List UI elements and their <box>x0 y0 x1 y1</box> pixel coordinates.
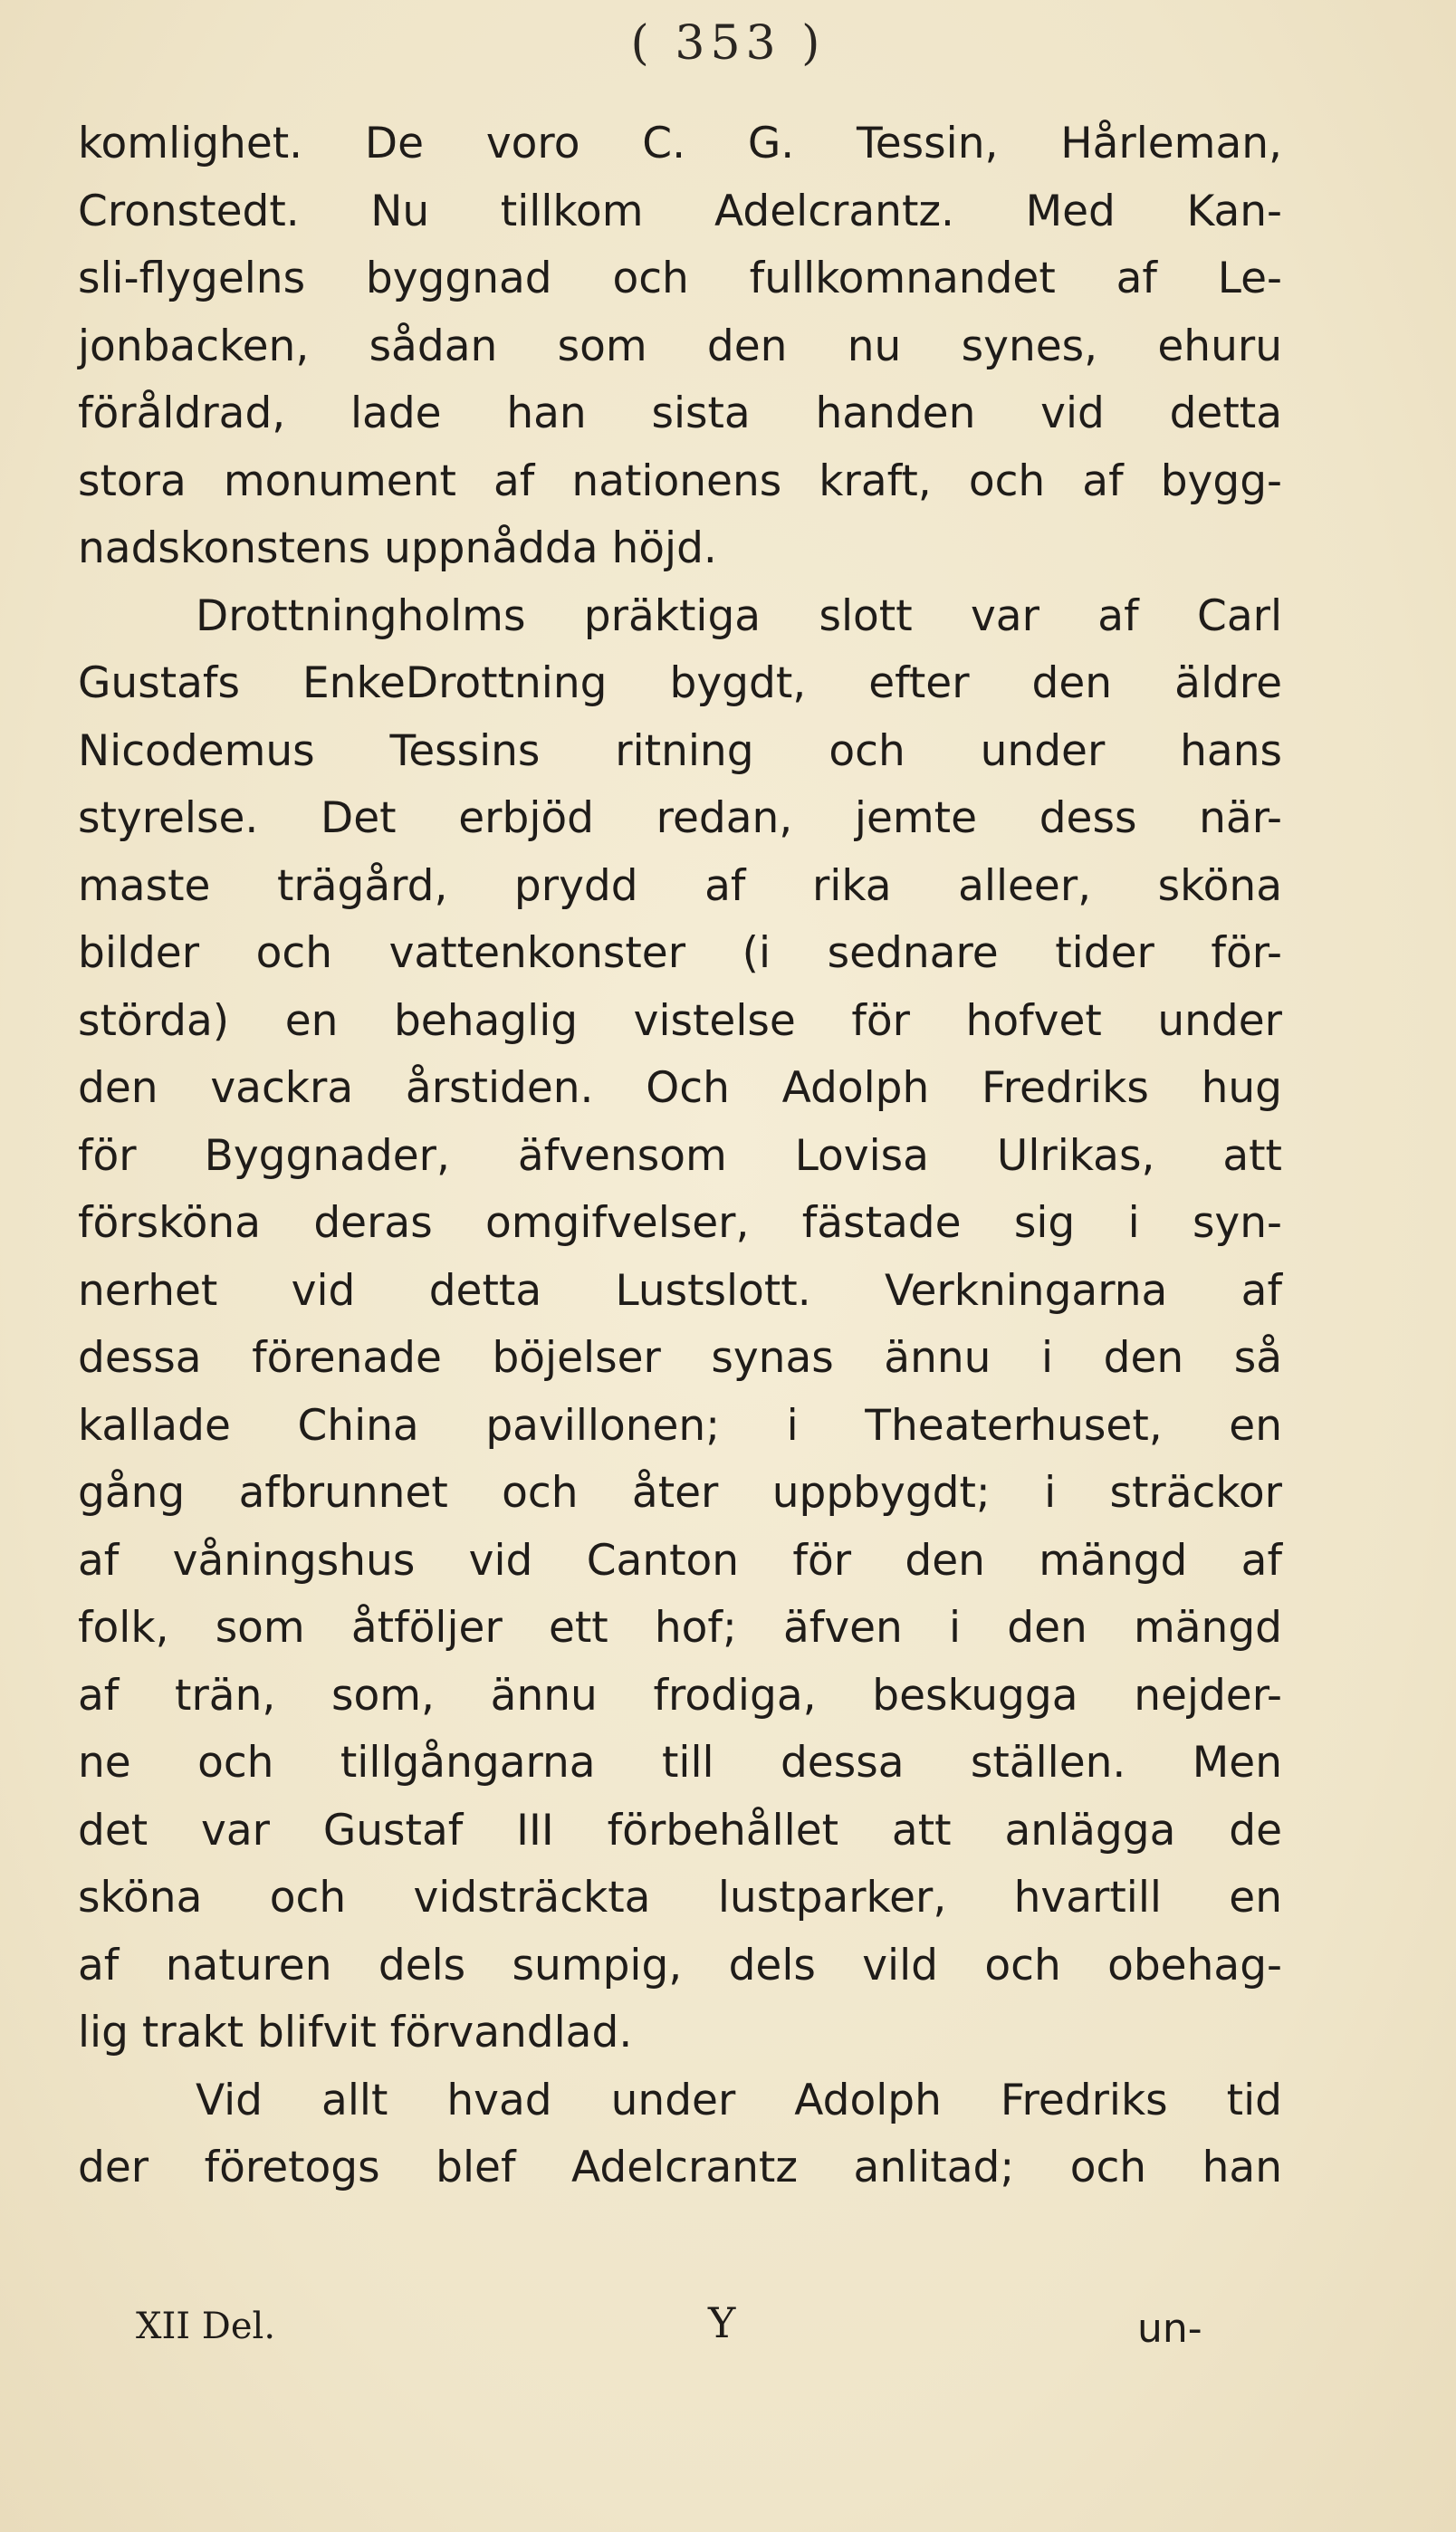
paragraph <box>78 2067 1282 2202</box>
text-line: styrelse. Det erbjöd redan, jemte dess när- <box>78 793 1282 843</box>
text-line: lig trakt blifvit förvandlad. <box>78 2008 633 2057</box>
text-line: Vid allt hvad under Adolph Fredriks tid <box>196 2075 1282 2125</box>
text-line: ne och tillgångarna till dessa ställen. Men <box>78 1738 1282 1788</box>
text-line: nadskonstens uppnådda höjd. <box>78 523 717 573</box>
volume-mark: XII Del. <box>136 2306 276 2347</box>
catchword: un- <box>1137 2306 1202 2352</box>
signature-mark: Y <box>708 2298 736 2347</box>
text-line: gång afbrunnet och åter uppbygdt; i sträckor <box>78 1468 1282 1518</box>
text-line: stora monument af nationens kraft, och af bygg- <box>78 456 1282 506</box>
paragraph <box>78 110 1282 583</box>
text-line: sli-flygelns byggnad och fullkomnandet af Le- <box>78 254 1282 303</box>
text-line: sköna och vidsträckta lustparker, hvartill en <box>78 1873 1282 1923</box>
text-line: Nicodemus Tessins ritning och under hans <box>78 725 1282 776</box>
text-line: kallade China pavillonen; i Theaterhuset, en <box>78 1400 1282 1451</box>
text-line: af naturen dels sumpig, dels vild och obehag- <box>78 1940 1282 1990</box>
paragraph <box>78 583 1282 2067</box>
text-line: för Byggnader, äfvensom Lovisa Ulrikas, att <box>78 1130 1282 1181</box>
text-line: det var Gustaf III förbehållet att anlägga de <box>78 1805 1282 1856</box>
text-line: Drottningholms präktiga slott var af Carl <box>196 590 1282 641</box>
text-line: af våningshus vid Canton för den mängd af <box>78 1535 1282 1586</box>
text-line: störda) en behaglig vistelse för hofvet under <box>78 995 1282 1046</box>
page-footer <box>0 2298 1456 2378</box>
text-line: folk, som åtföljer ett hof; äfven i den mängd <box>78 1603 1282 1653</box>
text-line: bilder och vattenkonster (i sednare tider för- <box>78 928 1282 978</box>
body-text <box>78 110 1282 2202</box>
text-line: jonbacken, sådan som den nu synes, ehuru <box>78 321 1282 371</box>
text-line: der företogs blef Adelcrantz anlitad; och han <box>78 2143 1282 2192</box>
page-number-header: ( 353 ) <box>630 16 826 71</box>
text-line: den vackra årstiden. Och Adolph Fredriks hug <box>78 1063 1282 1113</box>
text-line: dessa förenade böjelser synas ännu i den så <box>78 1333 1282 1383</box>
text-line: föråldrad, lade han sista handen vid detta <box>78 388 1282 438</box>
text-line: af trän, som, ännu frodiga, beskugga nejder- <box>78 1670 1282 1721</box>
text-line: försköna deras omgifvelser, fästade sig i syn- <box>78 1198 1282 1248</box>
text-line: komlighet. De voro C. G. Tessin, Hårleman, <box>78 119 1282 168</box>
text-line: nerhet vid detta Lustslott. Verkningarna af <box>78 1265 1282 1316</box>
text-line: Gustafs EnkeDrottning bygdt, efter den äldre <box>78 658 1282 708</box>
text-line: maste trägård, prydd af rika alleer, sköna <box>78 860 1282 911</box>
text-line: Cronstedt. Nu tillkom Adelcrantz. Med Kan- <box>78 186 1282 236</box>
